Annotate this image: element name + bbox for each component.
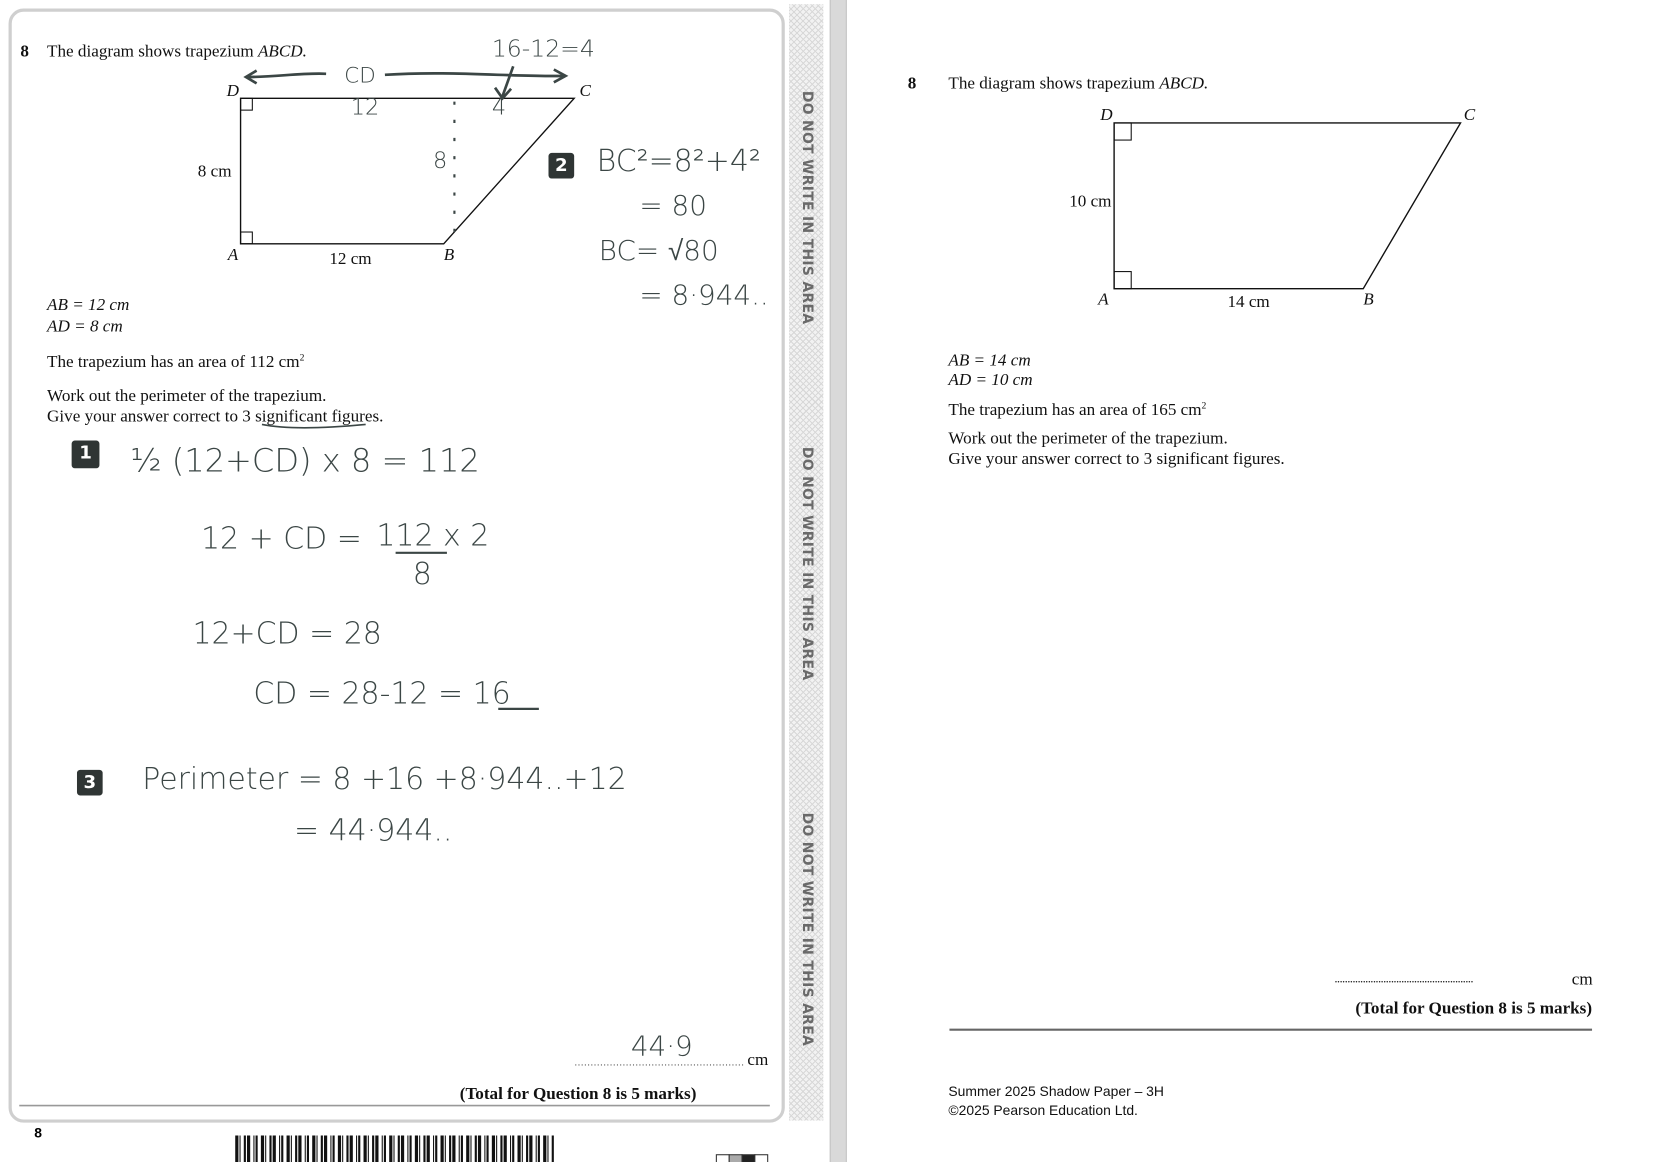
hw-step-2b: 112 x 2 xyxy=(376,517,490,553)
vertex-c: C xyxy=(579,82,591,101)
answer-line[interactable]: ...................................................... xyxy=(1334,970,1473,986)
vertex-d: D xyxy=(226,82,240,101)
area-sup: 2 xyxy=(299,351,305,363)
hw-bc-2: = 80 xyxy=(639,190,707,223)
area-text xyxy=(948,400,1206,421)
footer-paper: Summer 2025 Shadow Paper – 3H xyxy=(948,1083,1164,1100)
footer-copyright: ©2025 Pearson Education Ltd. xyxy=(948,1102,1138,1119)
hw-step-2a: 12 + CD = xyxy=(201,520,362,556)
total-marks: (Total for Question 8 is 5 marks) xyxy=(1355,999,1593,1018)
intro-text: The diagram shows trapezium xyxy=(948,74,1160,94)
right-angle-d xyxy=(1114,123,1131,140)
vertex-a: A xyxy=(227,245,239,265)
shape-name: ABCD. xyxy=(257,42,307,61)
vertex-b: B xyxy=(443,245,455,265)
hw-height-8: 8 xyxy=(433,147,448,174)
hw-step-3: 12+CD = 28 xyxy=(192,615,382,652)
label-ab: 14 cm xyxy=(1227,292,1270,312)
hw-perimeter-1: Perimeter = 8 +16 +8·944..+12 xyxy=(142,761,627,797)
hw-cd-label: CD xyxy=(344,62,376,88)
instr-pre: Give your answer correct to 3 xyxy=(47,407,256,426)
hw-answer: 44·9 xyxy=(630,1030,693,1063)
hw-top-calc: 16-12=4 xyxy=(491,36,595,64)
hw-perimeter-2: = 44·944.. xyxy=(294,812,453,848)
hw-seg-12: 12 xyxy=(350,94,380,120)
vertex-b: B xyxy=(1363,290,1374,309)
given-ad: AD = 10 cm xyxy=(948,371,1033,390)
hw-bc-3: BC= √80 xyxy=(598,235,719,268)
right-angle-a xyxy=(1114,272,1131,289)
instr-underlined: significant figures xyxy=(255,407,380,426)
question-number: 8 xyxy=(20,42,29,61)
intro-text: The diagram shows trapezium xyxy=(47,42,258,61)
trapezium-shape xyxy=(1114,123,1460,289)
hw-bc-4: = 8·944.. xyxy=(639,280,769,313)
shape-name: ABCD. xyxy=(1159,74,1209,94)
hw-step-4a: CD = 28-12 = xyxy=(253,675,473,712)
answer-unit: cm xyxy=(1571,970,1593,990)
vertex-c: C xyxy=(1463,105,1476,125)
instruction-2: Give your answer correct to 3 significant figures. xyxy=(948,450,1285,469)
vertex-d: D xyxy=(1100,105,1113,125)
margin-warning: DO NOT WRITE IN THIS AREA xyxy=(798,90,815,325)
answer-unit: cm xyxy=(747,1051,769,1070)
area-sup: 2 xyxy=(1201,399,1207,411)
instruction-1: Work out the perimeter of the trapezium. xyxy=(948,429,1228,448)
hw-step-1: ½ (12+CD) x 8 = 112 xyxy=(130,442,480,481)
instr-post: . xyxy=(379,407,384,426)
hw-step-2c: 8 xyxy=(412,555,432,592)
area-value: The trapezium has an area of 112 cm xyxy=(47,353,300,372)
page-number: 8 xyxy=(34,1124,42,1141)
margin-warning: DO NOT WRITE IN THIS AREA xyxy=(798,812,815,1047)
total-marks: (Total for Question 8 is 5 marks) xyxy=(459,1085,697,1104)
mark-badge-2: 2 xyxy=(548,153,574,179)
given-ab: AB = 14 cm xyxy=(948,351,1031,370)
hw-bc-1: BC²=8²+4² xyxy=(596,143,761,179)
margin-warning: DO NOT WRITE IN THIS AREA xyxy=(798,446,815,681)
hw-seg-4: 4 xyxy=(491,94,507,120)
vertex-a: A xyxy=(1098,290,1109,309)
hw-step-4b: 16 xyxy=(472,675,511,712)
mark-badge-3: 3 xyxy=(77,770,103,796)
given-ad: AD = 8 cm xyxy=(47,317,123,336)
given-ab: AB = 12 cm xyxy=(47,296,130,315)
instruction-1: Work out the perimeter of the trapezium. xyxy=(47,387,327,406)
label-ad: 10 cm xyxy=(1069,192,1112,211)
label-ad: 8 cm xyxy=(197,162,232,181)
question-number: 8 xyxy=(907,74,917,94)
mark-badge-1: 1 xyxy=(72,441,100,469)
label-ab: 12 cm xyxy=(329,250,372,269)
area-value: The trapezium has an area of 165 cm xyxy=(948,401,1202,420)
